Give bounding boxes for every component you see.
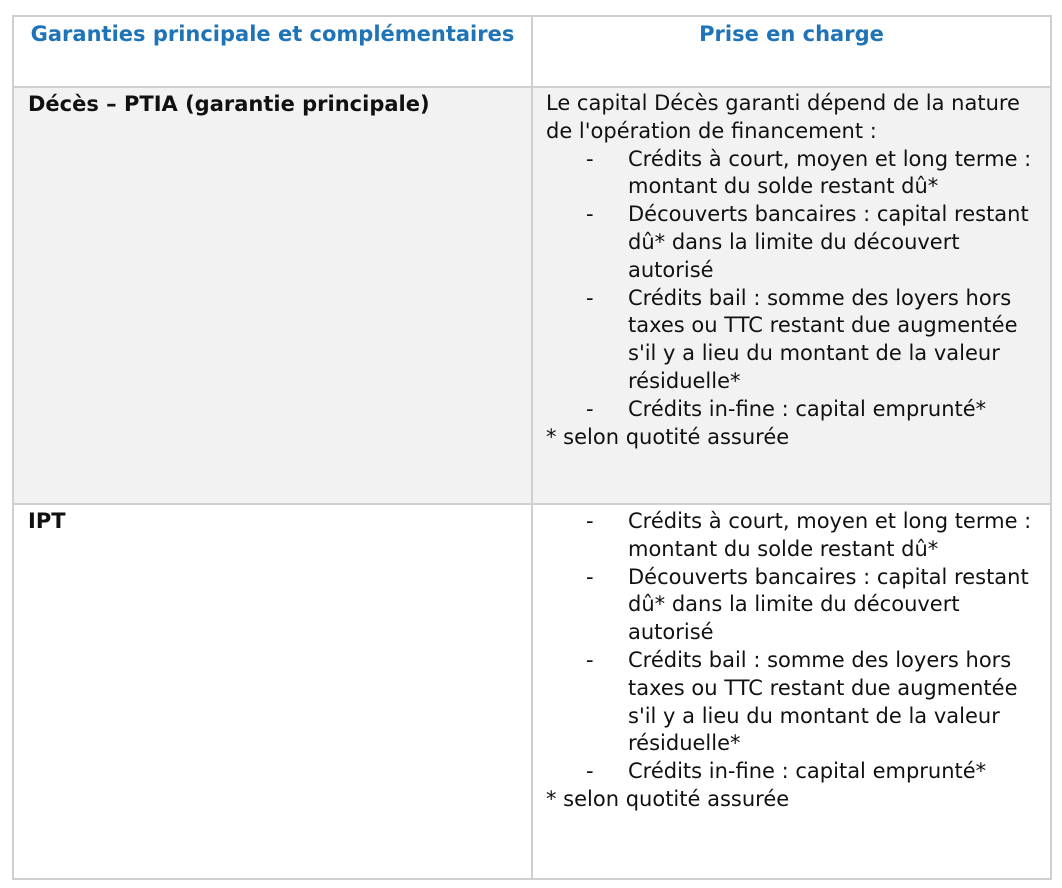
guarantee-name: Décès – PTIA (garantie principale) <box>13 87 532 504</box>
list-item-text: Crédits bail : somme des loyers hors taxes ou TTC restant due augmentée s'il y a lieu du montant de la valeur résiduelle* <box>628 285 1018 393</box>
dash-bullet: - <box>586 285 594 310</box>
list-item <box>546 146 1038 202</box>
list-item-text: Crédits à court, moyen et long terme : montant du solde restant dû* <box>628 509 1032 561</box>
coverage-intro: Le capital Décès garanti dépend de la nature de l'opération de financement : <box>546 91 1020 143</box>
list-item <box>546 758 1038 786</box>
coverage-cell <box>532 87 1051 504</box>
dash-bullet: - <box>586 202 594 227</box>
coverage-cell <box>532 504 1051 879</box>
list-item-text: Découverts bancaires : capital restant dû* dans la limite du découvert autorisé <box>628 564 1029 645</box>
list-item-text: Crédits in-fine : capital emprunté* <box>628 396 987 421</box>
dash-bullet: - <box>586 759 594 784</box>
dash-bullet: - <box>586 647 594 672</box>
dash-bullet: - <box>586 509 594 533</box>
header-coverage: Prise en charge <box>532 16 1051 87</box>
list-item <box>546 396 1038 424</box>
list-item-text: Découverts bancaires : capital restant dû* dans la limite du découvert autorisé <box>628 202 1029 282</box>
table-row <box>13 87 1051 504</box>
dash-bullet: - <box>586 564 594 589</box>
list-item <box>546 564 1038 647</box>
list-item <box>546 508 1038 564</box>
table-row <box>13 504 1051 879</box>
coverage-list <box>546 146 1038 424</box>
list-item-text: Crédits à court, moyen et long terme : montant du solde restant dû* <box>628 146 1032 199</box>
coverage-footnote: * selon quotité assurée <box>546 424 790 449</box>
header-guarantees: Garanties principale et complémentaires <box>13 16 532 87</box>
coverage-list <box>546 508 1038 786</box>
list-item-text: Crédits in-fine : capital emprunté* <box>628 759 987 784</box>
dash-bullet: - <box>586 146 594 171</box>
guarantee-name: IPT <box>13 504 532 879</box>
list-item <box>546 285 1038 396</box>
table-header-row <box>13 16 1051 87</box>
guarantees-table <box>12 15 1052 880</box>
list-item <box>546 201 1038 284</box>
coverage-footnote: * selon quotité assurée <box>546 786 790 811</box>
list-item-text: Crédits bail : somme des loyers hors taxes ou TTC restant due augmentée s'il y a lieu du montant de la valeur résiduelle* <box>628 647 1018 756</box>
dash-bullet: - <box>586 396 594 421</box>
list-item <box>546 647 1038 758</box>
